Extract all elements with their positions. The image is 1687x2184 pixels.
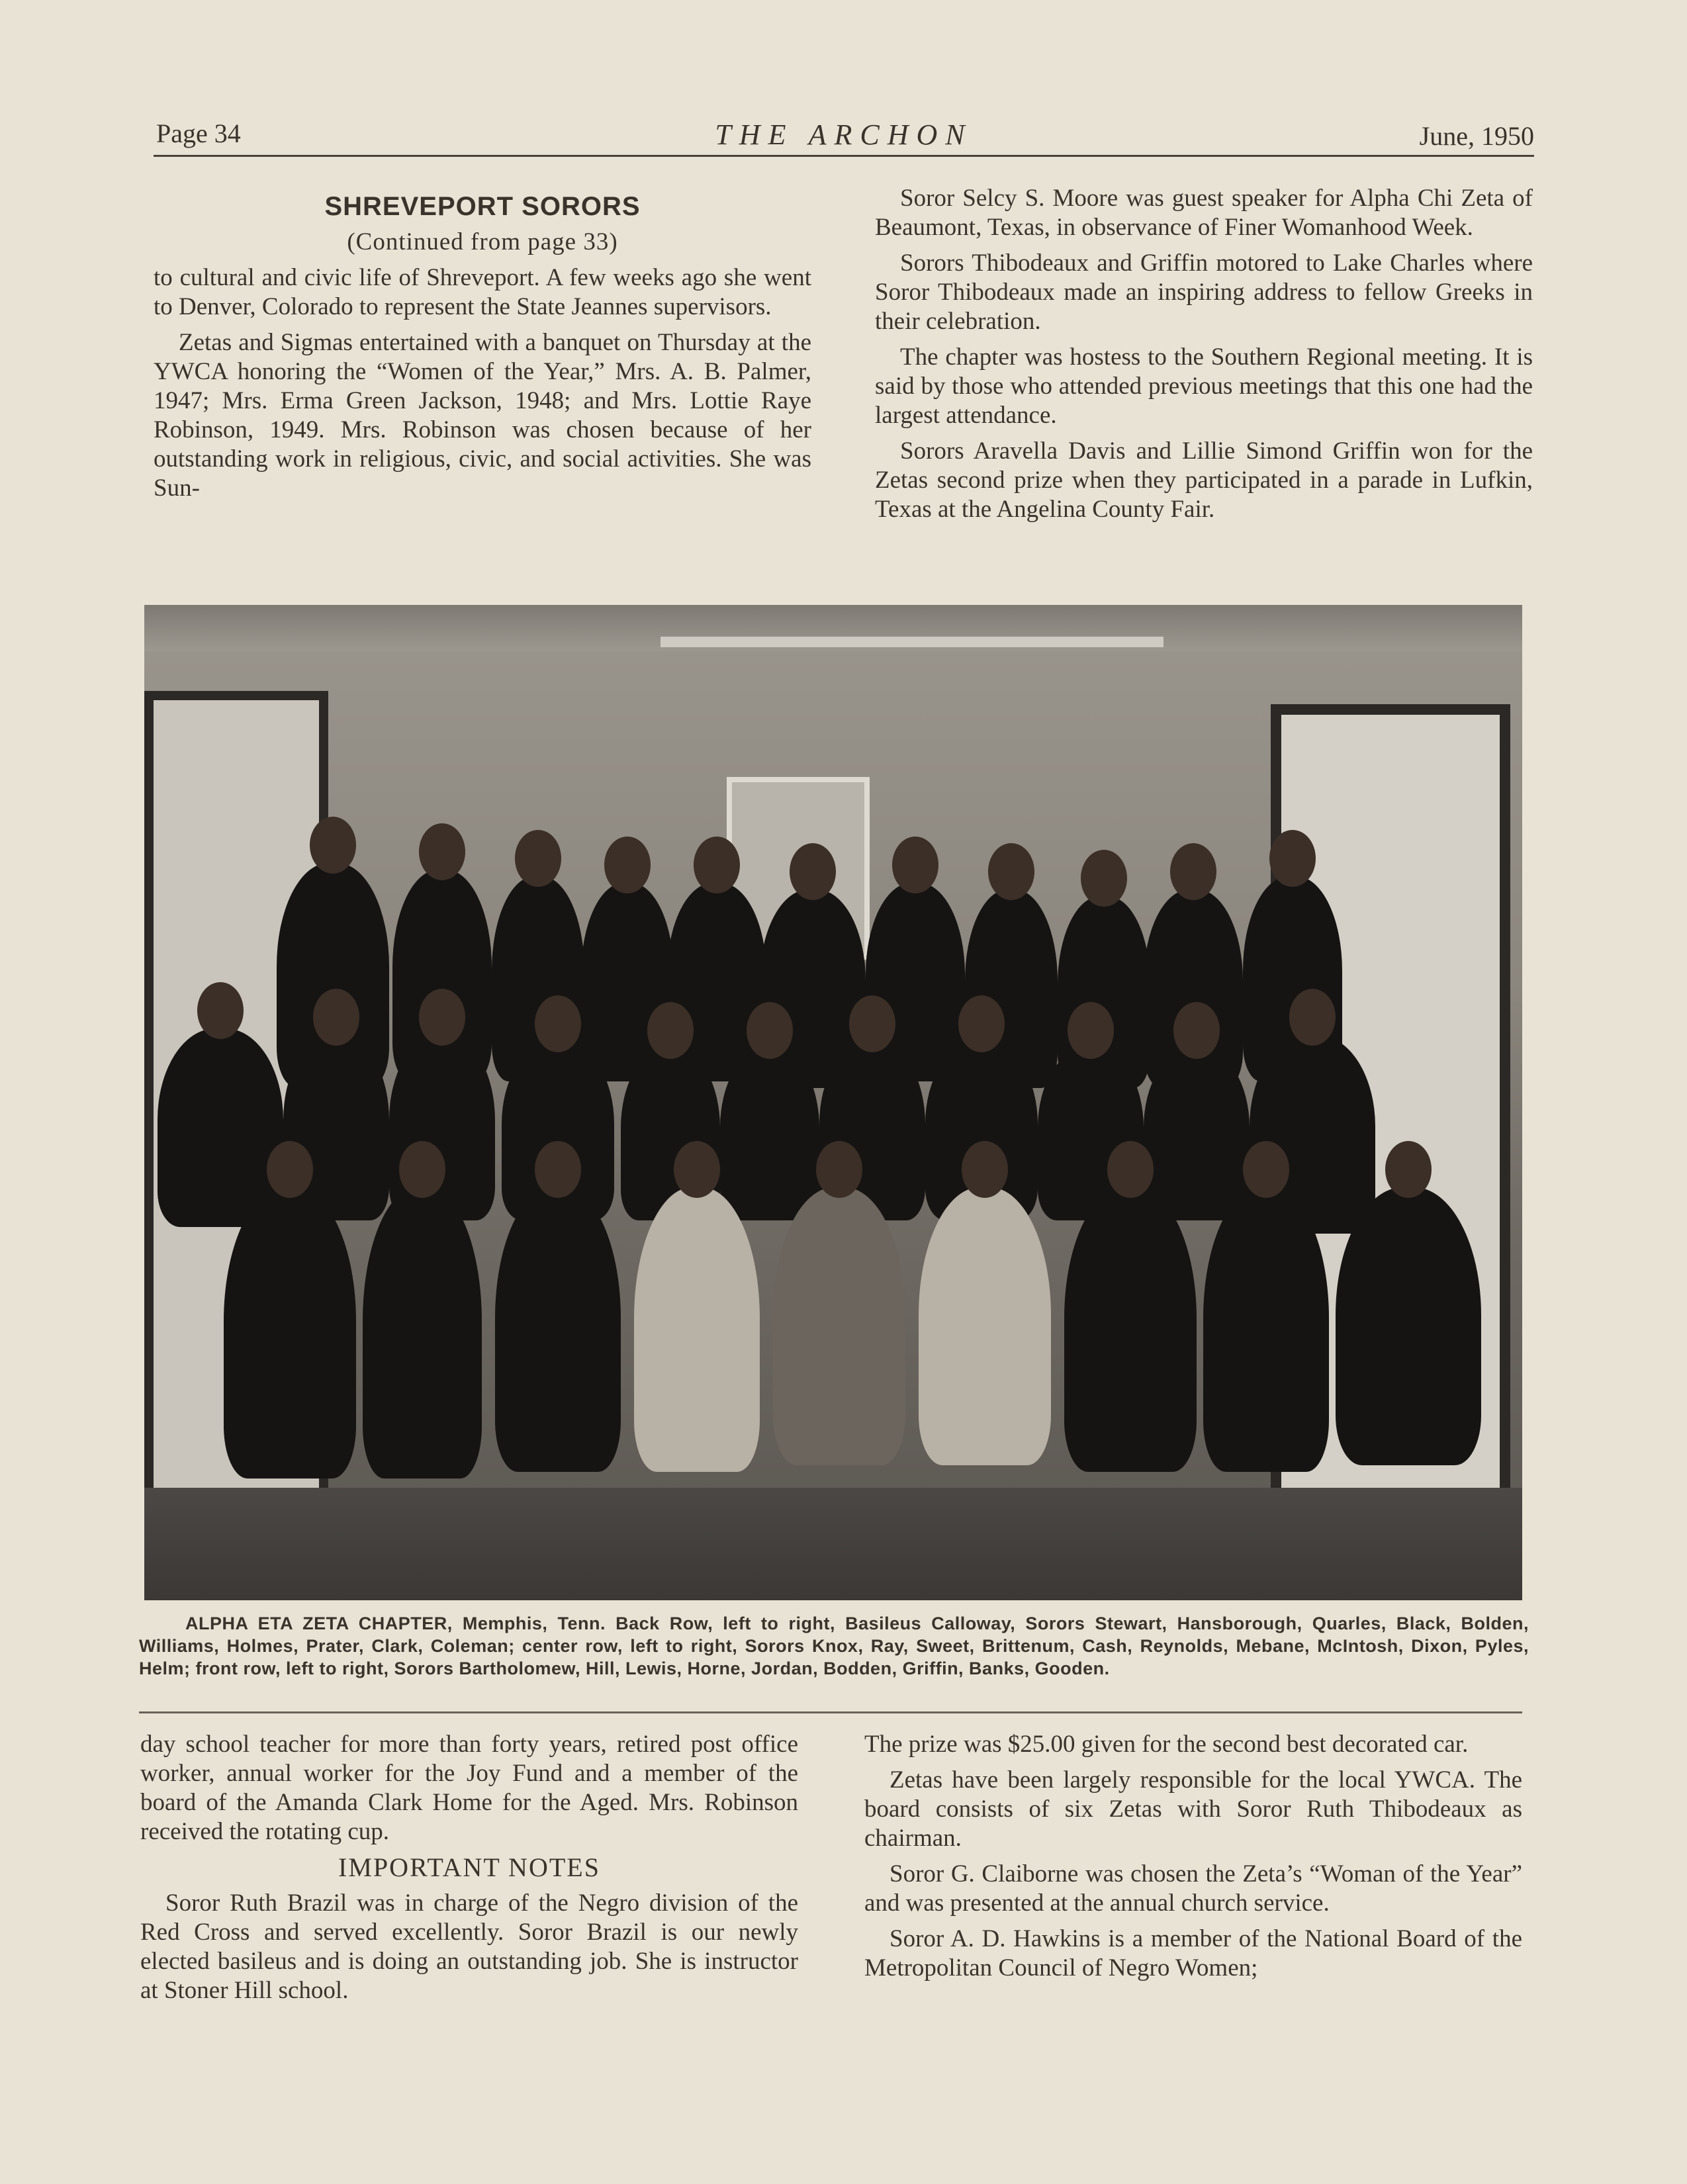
photo-light-fixture <box>661 637 1163 647</box>
paragraph: Soror A. D. Hawkins is a member of the National Board of the Metropolitan Council of Negro Women; <box>864 1925 1522 1981</box>
paragraph: The chapter was hostess to the Southern Regional meeting. It is said by those who attended previous meetings that this one had the largest attendance. <box>875 343 1533 429</box>
photo-caption: ALPHA ETA ZETA CHAPTER, Memphis, Tenn. Back Row, left to right, Basileus Calloway, Sorors Stewart, Hansborough, Quarles, Black, Bolden, Williams, Holmes, Prater, Clark, Coleman; center row, left to right, Sorors Knox, Ray, Sweet, Brittenum, Cash, Reynolds, Mebane, McIntosh, Dixon, Pyles, Helm; front row, left to right, Sorors Bartholomew, Hill, Lewis, Horne, Jordan, Bodden, Griffin, Banks, Gooden. <box>139 1614 1529 1678</box>
photo-floor <box>144 1488 1522 1600</box>
paragraph: Sorors Aravella Davis and Lillie Simond Griffin won for the Zetas second prize when they participated in a parade in Lufkin, Texas at the Angelina County Fair. <box>875 437 1533 523</box>
photo-figure <box>634 1187 760 1472</box>
photo-figure <box>363 1187 482 1479</box>
photo-figure <box>224 1187 356 1479</box>
paragraph: Zetas and Sigmas entertained with a banquet on Thursday at the YWCA honoring the “Women of the Year,” Mrs. A. B. Palmer, 1947; Mrs. Erma Green Jackson, 1948; and Mrs. Lottie Raye Robinson, 1949. Mrs. Robinson was chosen because of her outstanding work in religious, civic, and social activities. She was Sun- <box>154 329 811 502</box>
paragraph: Soror G. Claiborne was chosen the Zeta’s “Woman of the Year” and was presented at the annual church service. <box>864 1860 1522 1917</box>
paragraph: Zetas have been largely responsible for the local YWCA. The board consists of six Zetas with Soror Ruth Thibodeaux as chairman. <box>864 1766 1522 1852</box>
photo-figure <box>1064 1187 1197 1472</box>
paragraph: day school teacher for more than forty years, retired post office worker, annual worker for the Joy Fund and a member of the board of the Amanda Clark Home for the Aged. Mrs. Robinson received the rotating cup. <box>140 1731 798 1845</box>
page-header <box>154 118 1534 157</box>
paragraph: Soror Selcy S. Moore was guest speaker for Alpha Chi Zeta of Beaumont, Texas, in observance of Finer Womanhood Week. <box>875 185 1533 241</box>
paragraph: Soror Ruth Brazil was in charge of the Negro division of the Red Cross and served excellently. Soror Brazil is our newly elected basileus and is doing an outstanding job. She is instructor at Stoner Hill school. <box>140 1889 798 2004</box>
photo-figure <box>720 1048 819 1220</box>
issue-date: June, 1950 <box>1419 121 1534 151</box>
photo-figure <box>1203 1187 1329 1472</box>
group-photograph <box>144 605 1522 1600</box>
publication-title: THE ARCHON <box>715 118 973 151</box>
photo-figure <box>495 1187 621 1472</box>
top-right-column <box>875 184 1533 531</box>
paragraph: to cultural and civic life of Shreveport. A few weeks ago she went to Denver, Colorado to represent the State Jeannes supervisors. <box>154 264 811 320</box>
photo-figure <box>773 1187 905 1465</box>
photo-figure <box>1144 1048 1250 1220</box>
bottom-left-column <box>140 1730 798 2012</box>
page-number: Page 34 <box>156 118 241 148</box>
paragraph: Sorors Thibodeaux and Griffin motored to Lake Charles where Soror Thibodeaux made an inspiring address to fellow Greeks in their celebration. <box>875 250 1533 335</box>
photo-figure <box>1336 1187 1481 1465</box>
bottom-right-column <box>864 1730 1522 1989</box>
top-left-column <box>154 192 811 510</box>
photo-figure <box>919 1187 1051 1465</box>
section-subheading: (Continued from page 33) <box>347 228 618 255</box>
paragraph: The prize was $25.00 given for the second best decorated car. <box>864 1731 1469 1758</box>
notes-heading: IMPORTANT NOTES <box>338 1852 600 1882</box>
section-heading: SHREVEPORT SORORS <box>324 192 641 221</box>
divider-rule <box>139 1711 1522 1713</box>
